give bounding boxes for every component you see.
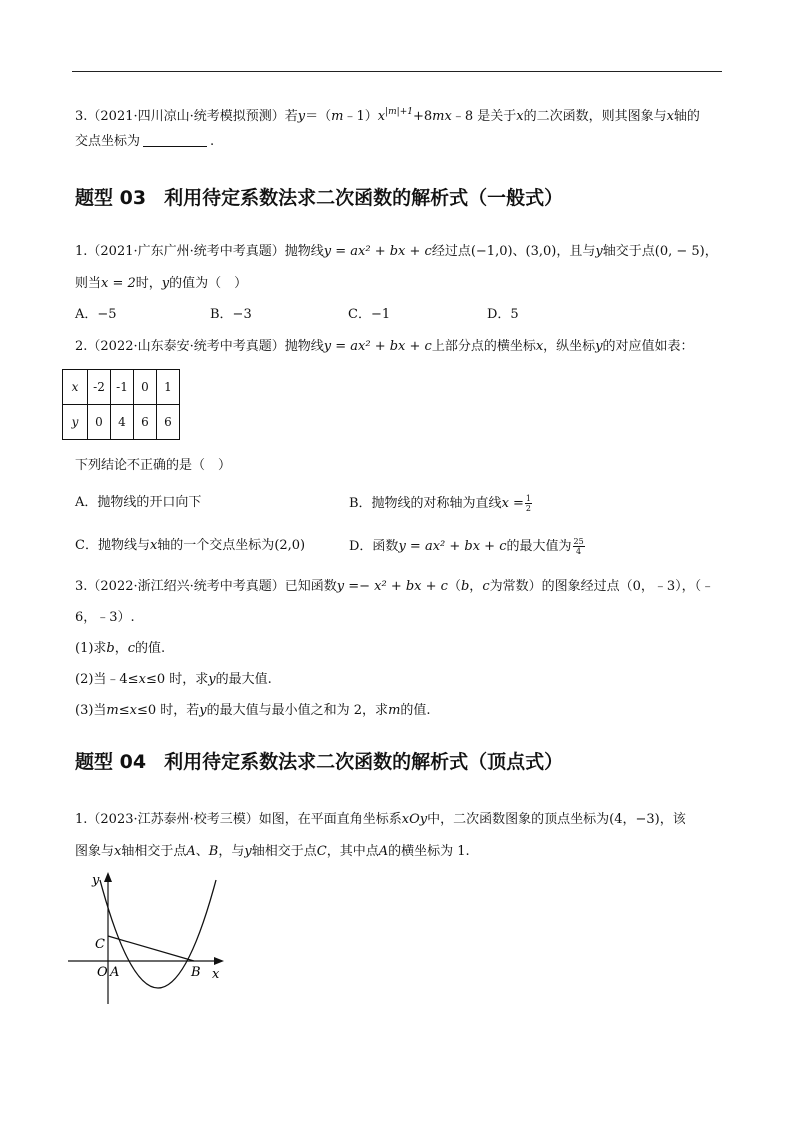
s03-q1-option-a: A．−5 — [75, 307, 117, 322]
label-c: C — [95, 937, 105, 952]
label-o: O — [97, 965, 108, 980]
table-cell: 4 — [111, 405, 134, 440]
s03-q3-part1: (1)求b，c的值. — [75, 641, 166, 656]
section-04-heading: 题型 04 利用待定系数法求二次函数的解析式（顶点式） — [75, 751, 564, 773]
s03-q1-option-b: B．−3 — [210, 307, 252, 322]
s03-q1-line1: 1.（2021·广东广州·统考中考真题）抛物线y = ax² + bx + c经过点(−1,0)、(3,0)，且与y轴交于点(0, − 5)， — [75, 244, 718, 259]
s03-q1-line2: 则当x = 2时，y的值为（ ） — [75, 276, 248, 291]
table-cell: x — [63, 370, 88, 405]
fraction-25-4: $\frac{25}{4}$ — [573, 537, 584, 556]
s03-q3-part2: (2)当﹣4≤x≤0 时，求y的最大值. — [75, 672, 272, 687]
table-cell: 0 — [134, 370, 157, 405]
label-y: y — [92, 873, 100, 888]
x-axis-arrow-icon — [214, 957, 224, 965]
q3-line2: 交点坐标为 . — [75, 134, 215, 149]
s03-q1-option-c: C．−1 — [348, 307, 391, 322]
s04-q1-line1: 1.（2023·江苏泰州·校考三模）如图，在平面直角坐标系xOy中，二次函数图象的顶点坐标为(4，−3)，该 — [75, 812, 686, 827]
table-cell: -2 — [88, 370, 111, 405]
table-cell: 6 — [134, 405, 157, 440]
s03-q3-part3: (3)当m≤x≤0 时，若y的最大值与最小值之和为 2，求m的值. — [75, 703, 431, 718]
table-row-x — [63, 370, 180, 405]
s03-q2-option-a: A．抛物线的开口向下 — [75, 495, 202, 510]
s03-q2-option-c: C．抛物线与x轴的一个交点坐标为(2,0) — [75, 538, 306, 553]
values-table — [62, 369, 180, 440]
table-row-y — [63, 405, 180, 440]
s03-q1-option-d: D．5 — [487, 307, 519, 322]
table-cell: 0 — [88, 405, 111, 440]
answer-blank[interactable] — [143, 134, 207, 147]
segment-cb — [108, 936, 194, 961]
table-cell: 1 — [157, 370, 180, 405]
table-cell: 6 — [157, 405, 180, 440]
s03-q2-prompt: 下列结论不正确的是（ ） — [75, 458, 232, 473]
y-axis-arrow-icon — [104, 872, 112, 882]
s03-q2-option-b: B．抛物线的对称轴为直线x = $\frac{1}{2}$ — [349, 494, 532, 513]
table-cell: -1 — [111, 370, 134, 405]
s04-q1-line2: 图象与x轴相交于点A、B，与y轴相交于点C，其中点A的横坐标为 1. — [75, 844, 470, 859]
s03-q3-line1: 3.（2022·浙江绍兴·统考中考真题）已知函数y =− x² + bx + c（b，c为常数）的图象经过点（0，﹣3），（﹣ — [75, 579, 715, 594]
fraction-one-half: $\frac{1}{2}$ — [525, 494, 532, 513]
s03-q3-line2: 6，﹣3）. — [75, 610, 135, 625]
label-b: B — [191, 965, 201, 980]
s03-q2-line1: 2.（2022·山东泰安·统考中考真题）抛物线y = ax² + bx + c上部分点的横坐标x，纵坐标y的对应值如表： — [75, 339, 694, 354]
header-rule — [72, 71, 722, 72]
table-cell: y — [63, 405, 88, 440]
label-a: A — [110, 965, 120, 980]
parabola-figure — [62, 866, 232, 1006]
s03-q2-option-d: D．函数y = ax² + bx + c的最大值为 $\frac{25}{4}$ — [349, 537, 584, 556]
q3-line1: 3.（2021·四川凉山·统考模拟预测）若$y=(m﹣1)x^{|m|+1}+8mx﹣8$ 是关于x的二次函数，则其图象与x轴的 — [75, 107, 700, 124]
label-x: x — [212, 967, 220, 982]
section-03-heading: 题型 03 利用待定系数法求二次函数的解析式（一般式） — [75, 187, 564, 209]
